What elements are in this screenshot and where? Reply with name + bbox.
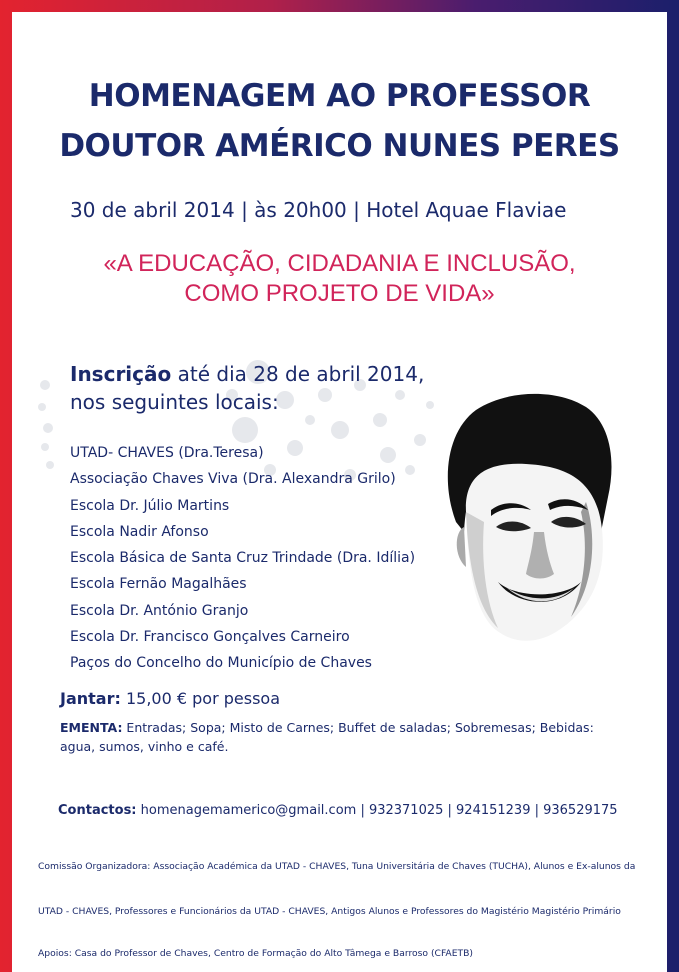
location-item: Escola Nadir Afonso [70,523,209,540]
location-item: Escola Dr. Júlio Martins [70,497,230,514]
contacts-line [58,803,618,818]
contacts-label: Contactos: [58,803,137,818]
location-item: UTAD- CHAVES (Dra.Teresa) [70,445,264,461]
location-item: Escola Fernão Magalhães [70,576,247,593]
menu-text: Entradas; Sopa; Misto de Carnes; Buffet de saladas; Sobremesas; Bebidas: agua, sumos, vinho e café. [60,720,594,754]
title-line-2: DOUTOR AMÉRICO NUNES PERES [59,128,620,164]
registration-places-intro: nos seguintes locais: [70,390,279,414]
registration-deadline: até dia 28 de abril 2014, [171,362,425,386]
motto-line-2: COMO PROJETO DE VIDA» [184,280,495,307]
professor-portrait [436,392,616,648]
contacts-text: homenagemamerico@gmail.com | 932371025 | 924151239 | 936529175 [136,803,618,818]
location-item: Escola Dr. Francisco Gonçalves Carneiro [70,629,350,646]
organizing-committee-line-1: Comissão Organizadora: Associação Académica da UTAD - CHAVES, Tuna Universitária de Chaves (TUCHA), Alunos e Ex-alunos da [38,861,636,872]
registration-locations [70,440,415,677]
location-item: Associação Chaves Viva (Dra. Alexandra Grilo) [70,471,396,488]
location-item: Paços do Concelho do Município de Chaves [70,655,372,672]
support-line: Apoios: Casa do Professor de Chaves, Centro de Formação do Alto Tâmega e Barroso (CFAETB) [38,948,474,959]
dinner-label: Jantar: [60,689,121,708]
registration-notice [70,360,424,416]
location-item: Escola Dr. António Granjo [70,602,249,619]
menu-label: EMENTA: [60,720,123,735]
motto-line-1: «A EDUCAÇÃO, CIDADANIA E INCLUSÃO, [103,250,576,277]
dinner-price [60,689,280,708]
organizing-committee-line-2: UTAD - CHAVES, Professores e Funcionários da UTAD - CHAVES, Antigos Alunos e Professores do Magistério Magistério Primário [38,906,621,917]
event-details: 30 de abril 2014 | às 20h00 | Hotel Aquae Flaviae [70,198,567,222]
dinner-value: 15,00 € por pessoa [120,689,280,708]
location-item: Escola Básica de Santa Cruz Trindade (Dra. Idília) [70,550,416,567]
menu-description [60,718,630,756]
registration-label: Inscrição [70,362,172,386]
title-line-1: HOMENAGEM AO PROFESSOR [88,78,591,114]
